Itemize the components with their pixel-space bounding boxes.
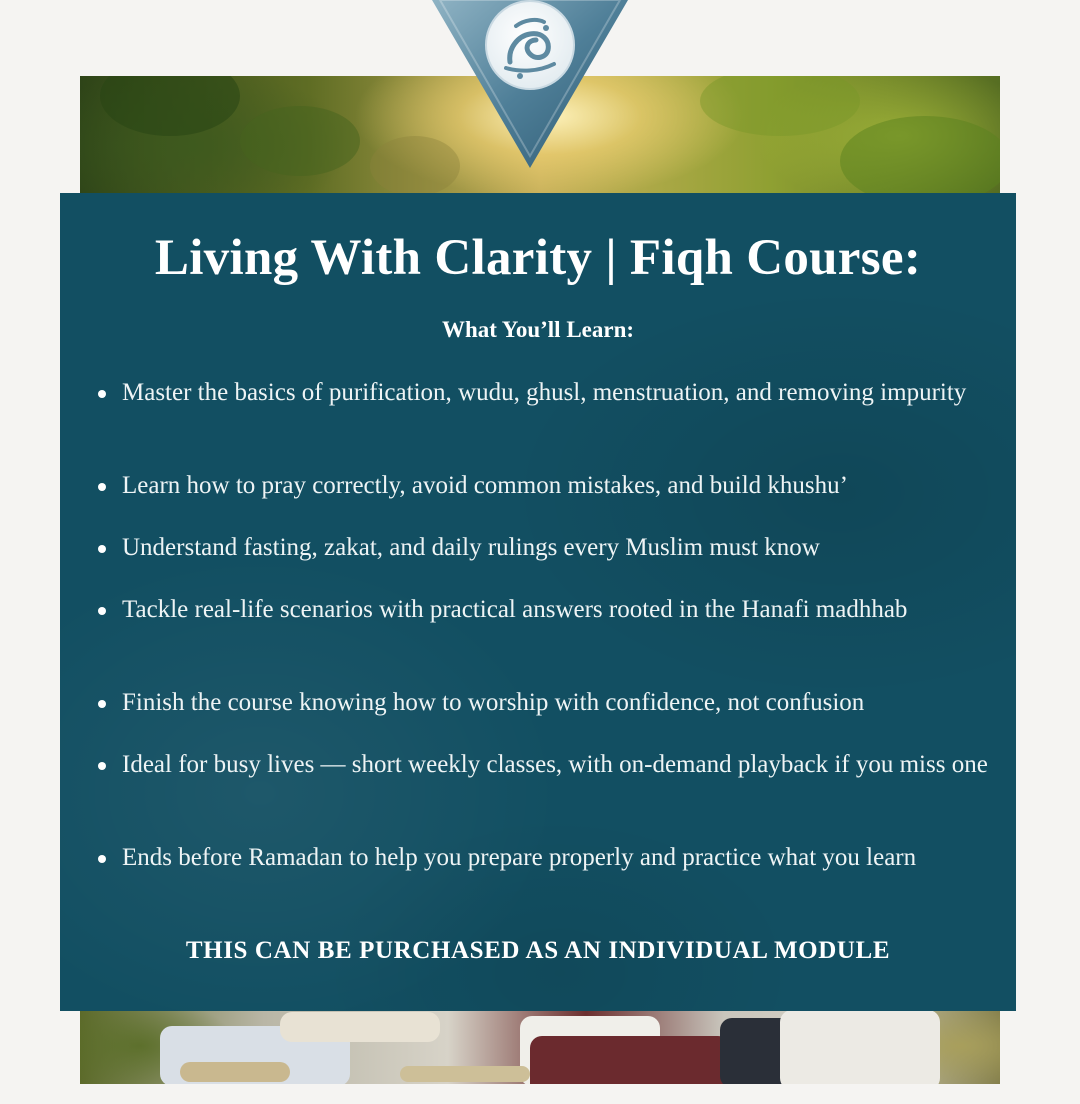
list-item <box>98 594 988 625</box>
bullet-icon <box>98 483 106 491</box>
bullet-icon <box>98 762 106 770</box>
list-item <box>98 842 988 873</box>
purchase-note: THIS CAN BE PURCHASED AS AN INDIVIDUAL MODULE <box>185 937 891 964</box>
course-info-panel <box>60 193 1016 1011</box>
bullet-icon <box>98 700 106 708</box>
list-item-text: Tackle real-life scenarios with practical answers rooted in the Hanafi madhhab <box>122 596 908 623</box>
list-item-text: Master the basics of purification, wudu, ghusl, menstruation, and removing impurity <box>122 379 967 406</box>
list-item-text: Learn how to pray correctly, avoid common mistakes, and build khushu’ <box>122 472 848 499</box>
bullet-icon <box>98 545 106 553</box>
list-item <box>98 377 988 408</box>
calligraphy-logo-icon <box>432 0 628 170</box>
list-item-text: Finish the course knowing how to worship with confidence, not confusion <box>122 689 865 716</box>
list-item <box>98 470 988 501</box>
bullet-icon <box>98 855 106 863</box>
course-title: Living With Clarity | Fiqh Course: <box>154 230 922 286</box>
list-item-text: Understand fasting, zakat, and daily rulings every Muslim must know <box>122 534 820 561</box>
list-item <box>98 687 988 718</box>
logo-badge <box>432 0 628 170</box>
bullet-icon <box>98 390 106 398</box>
list-item <box>98 532 988 563</box>
list-item-text: Ends before Ramadan to help you prepare properly and practice what you learn <box>122 844 917 871</box>
footer-photo-students <box>80 1006 1000 1084</box>
bullet-icon <box>98 607 106 615</box>
list-item-text: Ideal for busy lives — short weekly classes, with on-demand playback if you miss one <box>122 751 988 778</box>
list-item <box>98 749 988 780</box>
learn-heading: What You’ll Learn: <box>441 317 635 342</box>
